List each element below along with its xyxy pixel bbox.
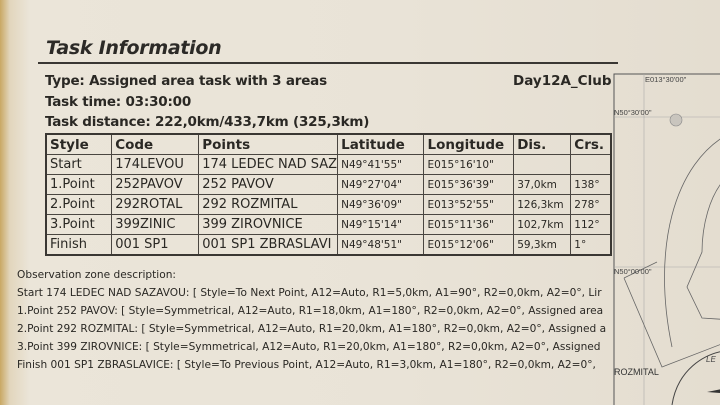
cell-distance: 102,7km <box>514 215 571 235</box>
task-type: Type: Assigned area task with 3 areas <box>45 73 327 89</box>
table-header-row <box>46 134 611 155</box>
cell-style: 3.Point <box>46 215 112 235</box>
cell-course <box>571 155 611 175</box>
cell-latitude: N49°48'51" <box>338 235 424 256</box>
map-task-line <box>707 387 720 394</box>
col-course: Crs. <box>571 134 611 155</box>
observation-line: Start 174 LEDEC NAD SAZAVOU: [ Style=To Next Point, A12=Auto, R1=5,0km, A1=90°, R2=0,0km, A2=0°, Lir <box>17 287 602 299</box>
cell-longitude: E015°16'10" <box>424 155 514 175</box>
cell-longitude: E013°52'55" <box>424 195 514 215</box>
cell-course: 112° <box>571 215 611 235</box>
task-time: Task time: 03:30:00 <box>45 94 192 110</box>
cell-code: 174LEVOU <box>112 155 199 175</box>
observation-zone-description <box>17 266 613 374</box>
cell-course: 278° <box>571 195 611 215</box>
col-style: Style <box>46 134 112 155</box>
title-divider <box>38 62 618 64</box>
table-row <box>46 155 611 175</box>
cell-latitude: N49°15'14" <box>338 215 424 235</box>
cell-course: 138° <box>571 175 611 195</box>
cell-distance: 126,3km <box>514 195 571 215</box>
cell-point: 174 LEDEC NAD SAZ <box>199 155 338 175</box>
cell-style: Start <box>46 155 112 175</box>
cell-point: 399 ZIROVNICE <box>199 215 338 235</box>
table-row <box>46 215 611 235</box>
task-points-table <box>45 133 612 256</box>
cell-style: 2.Point <box>46 195 112 215</box>
observation-line: 2.Point 292 ROZMITAL: [ Style=Symmetrical, A12=Auto, R1=20,0km, A1=180°, R2=0,0km, A2=0°, Assigned a <box>17 323 607 335</box>
map-lat-label: N50°30'00" <box>614 108 652 117</box>
cell-point: 252 PAVOV <box>199 175 338 195</box>
cell-latitude: N49°36'09" <box>338 195 424 215</box>
map-point-marker <box>670 114 682 126</box>
cell-distance <box>514 155 571 175</box>
cell-code: 292ROTAL <box>112 195 199 215</box>
col-latitude: Latitude <box>338 134 424 155</box>
cell-code: 001 SP1 <box>112 235 199 256</box>
task-map <box>612 72 720 405</box>
map-place-label: ROZMITAL <box>614 367 659 377</box>
col-code: Code <box>112 134 199 155</box>
col-longitude: Longitude <box>424 134 514 155</box>
cell-point: 001 SP1 ZBRASLAVI <box>199 235 338 256</box>
col-points: Points <box>199 134 338 155</box>
cell-distance: 37,0km <box>514 175 571 195</box>
cell-latitude: N49°27'04" <box>338 175 424 195</box>
cell-style: Finish <box>46 235 112 256</box>
cell-code: 252PAVOV <box>112 175 199 195</box>
page-title: Task Information <box>46 37 222 59</box>
map-lon-label: E013°30'00" <box>645 75 687 84</box>
cell-distance: 59,3km <box>514 235 571 256</box>
task-name: Day12A_Club <box>513 73 612 89</box>
map-zone-sector <box>624 262 720 367</box>
map-zone-arc <box>665 132 720 347</box>
map-place-label-partial: LE <box>706 355 716 364</box>
observation-line: Finish 001 SP1 ZBRASLAVICE: [ Style=To Previous Point, A12=Auto, R1=3,0km, A1=180°, R2=0,0km, A2=0°, <box>17 359 596 371</box>
cell-course: 1° <box>571 235 611 256</box>
task-distance: Task distance: 222,0km/433,7km (325,3km) <box>45 114 370 130</box>
cell-longitude: E015°36'39" <box>424 175 514 195</box>
cell-latitude: N49°41'55" <box>338 155 424 175</box>
cell-code: 399ZINIC <box>112 215 199 235</box>
cell-point: 292 ROZMITAL <box>199 195 338 215</box>
map-lat-label: N50°00'00" <box>614 267 652 276</box>
observation-heading: Observation zone description: <box>17 269 176 281</box>
table-row <box>46 195 611 215</box>
observation-line: 3.Point 399 ZIROVNICE: [ Style=Symmetrical, A12=Auto, R1=20,0km, A1=180°, R2=0,0km, A2=0°, Assigned <box>17 341 601 353</box>
cell-longitude: E015°12'06" <box>424 235 514 256</box>
table-row <box>46 175 611 195</box>
cell-style: 1.Point <box>46 175 112 195</box>
map-zone-outline <box>687 172 720 320</box>
table-row <box>46 235 611 256</box>
col-distance: Dis. <box>514 134 571 155</box>
observation-line: 1.Point 252 PAVOV: [ Style=Symmetrical, A12=Auto, R1=18,0km, A1=180°, R2=0,0km, A2=0°, Assigned area <box>17 305 604 317</box>
cell-longitude: E015°11'36" <box>424 215 514 235</box>
